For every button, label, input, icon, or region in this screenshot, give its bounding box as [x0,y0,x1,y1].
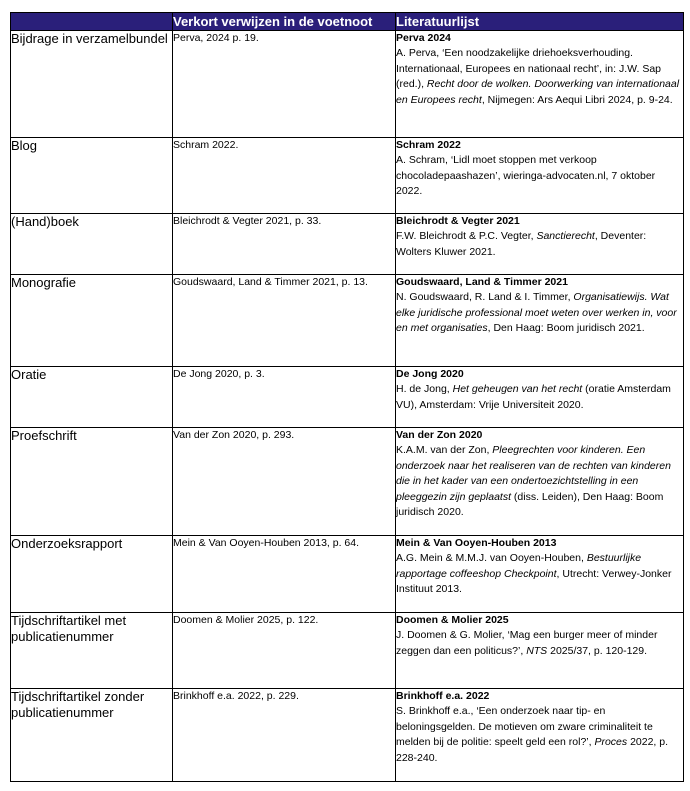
bibliography-title: Het geheugen van het recht [452,383,583,396]
table-row [11,138,684,214]
bibliography-title: Proces [594,736,628,749]
bibliography-entry [396,689,684,782]
source-type: Proefschrift [11,428,173,536]
bibliography-text: N. Goudswaard, R. Land & I. Timmer, [396,291,574,304]
bibliography-key: Mein & Van Ooyen-Houben 2013 [396,537,557,549]
bibliography-entry [396,214,684,275]
bibliography-text: 2025/37, p. 120-129. [547,644,648,657]
short-reference: Bleichrodt & Vegter 2021, p. 33. [173,214,396,275]
bibliography-text: , Nijmegen: Ars Aequi Libri 2024, p. 9-24. [481,93,673,106]
source-type: Tijdschriftartikel met publicatienummer [11,613,173,689]
bibliography-key: Perva 2024 [396,32,451,44]
bibliography-text: F.W. Bleichrodt & P.C. Vegter, [396,230,537,243]
header-bibliography: Literatuurlijst [396,13,684,31]
bibliography-key: Schram 2022 [396,139,461,151]
bibliography-key: Brinkhoff e.a. 2022 [396,690,490,702]
table-row [11,689,684,782]
short-reference: Brinkhoff e.a. 2022, p. 229. [173,689,396,782]
short-reference: Schram 2022. [173,138,396,214]
bibliography-entry [396,31,684,138]
bibliography-text: A. Perva, ‘Een noodzakelijke driehoeksverhouding. Internationaal, Europees en nationaal recht’, in: J.W. Sap (red.), [396,47,661,91]
bibliography-title: Recht door de wolken. Doorwerking van internationaal en Europees recht [396,78,680,106]
bibliography-text: , Deventer: Wolters Kluwer 2021. [396,230,647,258]
short-reference: De Jong 2020, p. 3. [173,367,396,428]
bibliography-title: Pleegrechten voor kinderen. Een onderzoek naar het realiseren van de rechten van kinderen die in het kader van een ondertoezichtstelling in een pleeggezin zijn geplaatst [396,444,671,503]
source-type: Monografie [11,275,173,367]
short-reference: Goudswaard, Land & Timmer 2021, p. 13. [173,275,396,367]
bibliography-entry [396,275,684,367]
bibliography-entry [396,536,684,613]
bibliography-text: S. Brinkhoff e.a., ‘Een onderzoek naar tip- en beloningsgelden. De motieven om zware criminaliteit te melden bij de politie: speelt geld een rol?’, [396,705,653,749]
bibliography-text: J. Doomen & G. Molier, ‘Mag een burger meer of minder zeggen dan een politicus?’, [396,629,658,657]
bibliography-text: (oratie Amsterdam VU), Amsterdam: Vrije Universiteit 2020. [396,383,671,411]
short-reference: Perva, 2024 p. 19. [173,31,396,138]
short-reference: Doomen & Molier 2025, p. 122. [173,613,396,689]
bibliography-key: Bleichrodt & Vegter 2021 [396,215,520,227]
bibliography-title: Sanctierecht [536,230,595,243]
table-row [11,428,684,536]
source-type: (Hand)boek [11,214,173,275]
bibliography-title: NTS [526,644,548,657]
table-row [11,275,684,367]
bibliography-title: Bestuurlijke rapportage coffeeshop Checkpoint [396,552,642,580]
table-row [11,367,684,428]
table-row [11,214,684,275]
table-row [11,536,684,613]
table-header [11,13,684,31]
bibliography-title: Organisatiewijs. Wat elke juridische professional moet weten over werken in, voor en met organisaties [396,291,677,335]
bibliography-key: De Jong 2020 [396,368,464,380]
short-reference: Mein & Van Ooyen-Houben 2013, p. 64. [173,536,396,613]
table-row [11,31,684,138]
source-type: Blog [11,138,173,214]
bibliography-text: H. de Jong, [396,383,453,396]
bibliography-text: K.A.M. van der Zon, [396,444,493,457]
source-type: Bijdrage in verzamelbundel [11,31,173,138]
bibliography-entry [396,428,684,536]
header-type [11,13,173,31]
table-body [11,31,684,782]
header-short-reference: Verkort verwijzen in de voetnoot [173,13,396,31]
bibliography-entry [396,367,684,428]
bibliography-entry [396,613,684,689]
bibliography-text: (diss. Leiden), Den Haag: Boom juridisch 2020. [396,490,664,519]
bibliography-text: A. Schram, ‘Lidl moet stoppen met verkoop chocoladepaashazen’, wieringa-advocaten.nl, 7 oktober 2022. [396,154,656,198]
bibliography-text: 2022, p. 228-240. [396,736,669,764]
bibliography-text: , Den Haag: Boom juridisch 2021. [487,322,645,335]
table-row [11,613,684,689]
source-type: Onderzoeksrapport [11,536,173,613]
source-type: Oratie [11,367,173,428]
bibliography-key: Van der Zon 2020 [396,429,483,441]
short-reference: Van der Zon 2020, p. 293. [173,428,396,536]
source-type: Tijdschriftartikel zonder publicatienummer [11,689,173,782]
bibliography-key: Goudswaard, Land & Timmer 2021 [396,276,568,288]
reference-table [10,12,684,782]
bibliography-entry [396,138,684,214]
bibliography-text: , Utrecht: Verwey-Jonker Instituut 2013. [396,567,672,596]
bibliography-text: A.G. Mein & M.M.J. van Ooyen-Houben, [396,552,587,565]
bibliography-key: Doomen & Molier 2025 [396,614,509,626]
